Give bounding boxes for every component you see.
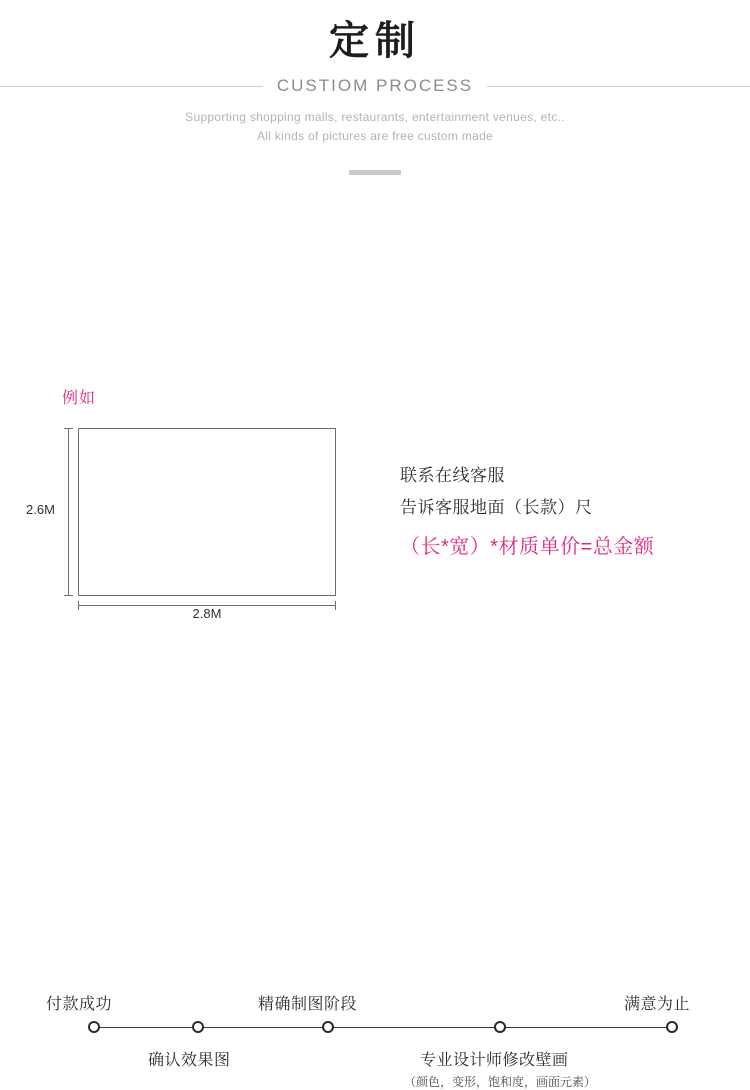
timeline-node-5 [666, 1021, 678, 1033]
divider-right [487, 86, 750, 87]
process-timeline [0, 475, 750, 1089]
header-description-line2: All kinds of pictures are free custom made [256, 129, 494, 143]
instruction-line-2: 告诉客服地面（长款）尺 [400, 498, 593, 517]
timeline-label-2: 确认效果图 [148, 1052, 231, 1069]
example-label: 例如 [62, 390, 97, 407]
timeline-label-3: 精确制图阶段 [258, 996, 358, 1013]
timeline-node-3 [322, 1021, 334, 1033]
page-title: 定制 [329, 18, 421, 64]
timeline-node-1 [88, 1021, 100, 1033]
subtitle-row [0, 74, 750, 98]
timeline-sublabel-4: （颜色，变形，饱和度，画面元素） [404, 1075, 597, 1089]
width-dimension-label: 2.8M [192, 606, 222, 621]
instruction-formula: （长*宽）*材质单价=总金额 [400, 536, 655, 558]
timeline-node-4 [494, 1021, 506, 1033]
timeline-label-4: 专业设计师修改壁画 [420, 1052, 569, 1069]
timeline-node-2 [192, 1021, 204, 1033]
example-section [0, 175, 750, 621]
instruction-line-1: 联系在线客服 [400, 466, 505, 485]
page-subtitle: CUSTIOM PROCESS [276, 76, 474, 95]
timeline-label-1: 付款成功 [46, 996, 113, 1013]
page-header [0, 0, 750, 175]
header-description [0, 108, 750, 146]
timeline-label-5: 满意为止 [624, 996, 691, 1013]
header-description-line1: Supporting shopping malls, restaurants, entertainment venues, etc.. [185, 110, 565, 124]
height-dimension-label: 2.6M [26, 502, 55, 517]
timeline-axis [88, 1027, 668, 1028]
divider-left [0, 86, 263, 87]
